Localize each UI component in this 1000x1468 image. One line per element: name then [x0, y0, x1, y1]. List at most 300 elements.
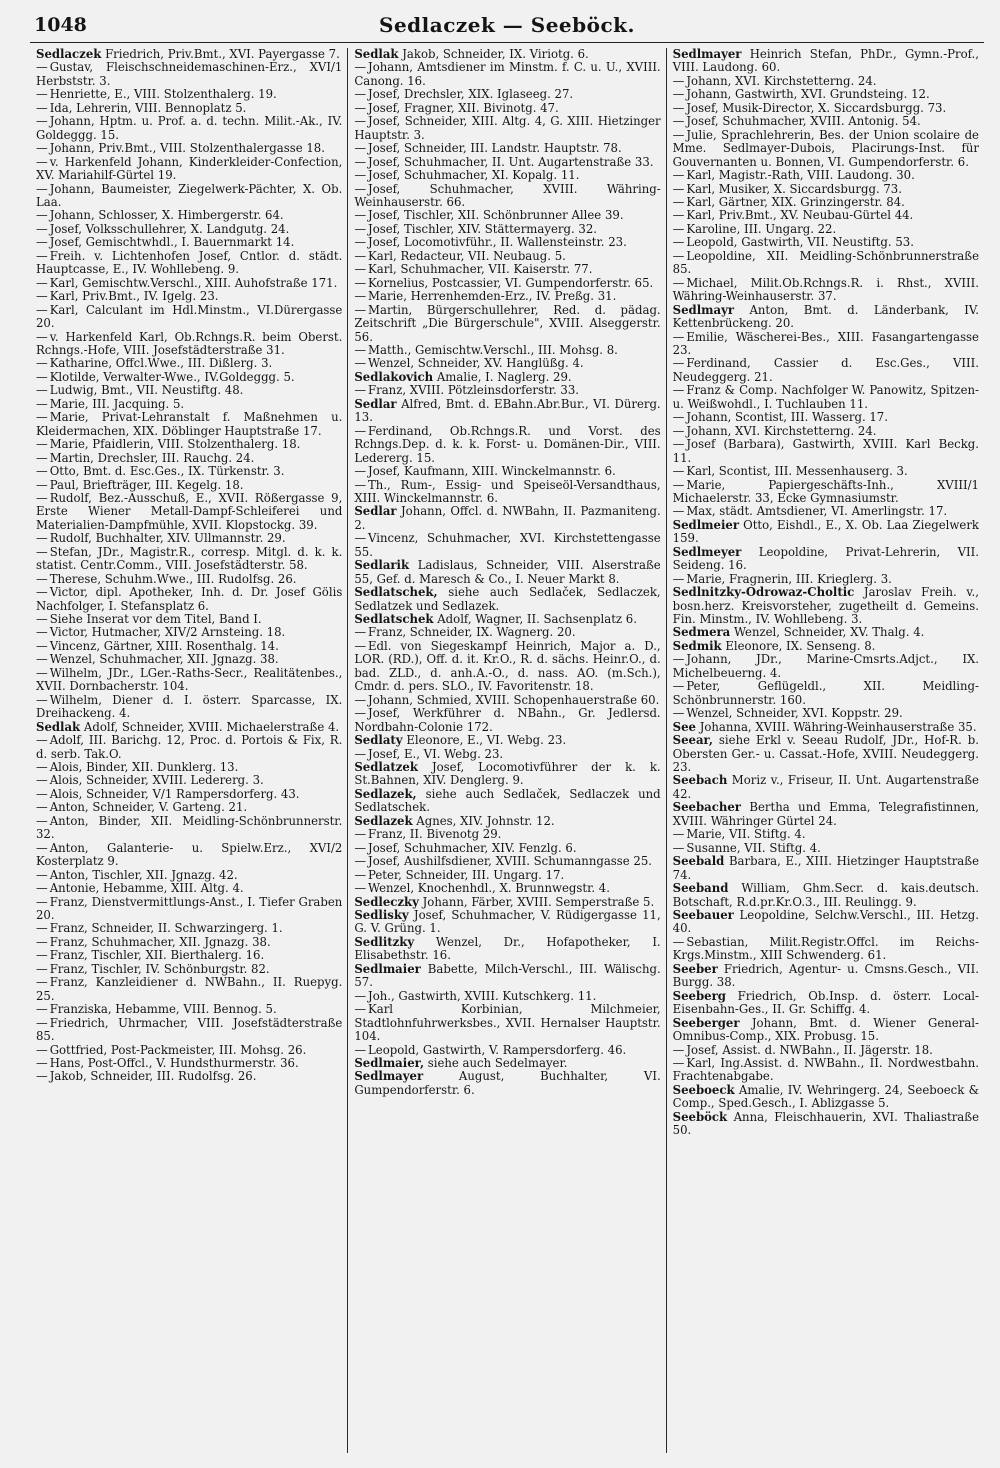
- continuation-dash: —: [672, 1055, 685, 1070]
- directory-entry: [354, 734, 660, 747]
- continuation-dash: —: [36, 813, 48, 828]
- entry-details: Leopoldine, Privat-Lehrerin, VII. Seideng. 16.: [672, 544, 979, 573]
- entry-details: Josef, Schneider, XIII. Altg. 4, G. XIII. Hietzinger Hauptstr. 3.: [354, 114, 661, 142]
- entry-details: Karl, Ing.Assist. d. NWBahn., II. Nordwestbahn. Frachtenabgabe.: [672, 1055, 979, 1084]
- entry-details: Johann, Schlosser, X. Himbergerstr. 64.: [49, 208, 284, 223]
- continuation-dash: —: [36, 975, 48, 990]
- directory-entry: [673, 963, 979, 990]
- directory-entry: [673, 331, 979, 358]
- continuation-dash: —: [672, 571, 685, 586]
- entry-details: Th., Rum-, Essig- und Speiseöl-Versandthaus, XIII. Winckelmannstr. 6.: [354, 477, 661, 505]
- directory-entry: [354, 169, 660, 182]
- directory-entry: [354, 357, 660, 370]
- directory-entry: [36, 411, 342, 438]
- directory-entry: [36, 721, 342, 734]
- entry-details: Leopold, Gastwirth, V. Rampersdorferg. 46.: [368, 1042, 627, 1057]
- continuation-dash: —: [36, 894, 48, 909]
- continuation-dash: —: [36, 60, 48, 75]
- continuation-dash: —: [672, 221, 685, 236]
- entry-details: Johann, JDr., Marine-Cmsrts.Adjct., IX. Michelbeuerng. 4.: [672, 652, 979, 680]
- entry-details: Marie, III. Jacquing. 5.: [49, 396, 185, 411]
- continuation-dash: —: [36, 1002, 48, 1017]
- directory-entry: [673, 357, 979, 384]
- entry-details: Max, städt. Amtsdiener, VI. Amerlingstr. 17.: [686, 504, 948, 519]
- continuation-dash: —: [672, 275, 685, 290]
- directory-entry: [36, 384, 342, 397]
- continuation-dash: —: [672, 356, 685, 371]
- directory-entry: [36, 788, 342, 801]
- entry-details: Wenzel, Dr., Hofapotheker, I. Elisabethstr. 16.: [354, 934, 661, 963]
- directory-entry: [673, 842, 979, 855]
- entry-details: Moriz v., Friseur, II. Unt. Augartenstraße 42.: [672, 773, 979, 801]
- directory-entry: [36, 223, 342, 236]
- entry-surname: Sedlarik: [354, 558, 410, 573]
- entry-details: Wenzel, Schneider, XVI. Koppstr. 29.: [686, 706, 903, 721]
- directory-entry: [36, 774, 342, 787]
- directory-entry: [354, 371, 660, 384]
- entry-details: Wenzel, Schneider, XV. Thalg. 4.: [733, 625, 925, 640]
- entry-surname: Sedlar: [354, 396, 397, 411]
- entry-details: Alois, Schneider, XVIII. Ledererg. 3.: [49, 773, 264, 788]
- entry-details: Sebastian, Milit.Registr.Offcl. im Reichs-Krgs.Minstm., XIII Schwenderg. 61.: [672, 934, 979, 963]
- directory-entry: [354, 61, 660, 88]
- entry-surname: Sedlmaier,: [354, 1055, 425, 1070]
- directory-entry: [673, 1044, 979, 1057]
- entry-details: Karl, Schuhmacher, VII. Kaiserstr. 77.: [368, 262, 593, 277]
- directory-entry: [673, 465, 979, 478]
- directory-entry: [354, 156, 660, 169]
- entry-details: siehe auch Sedelmayer.: [427, 1055, 568, 1070]
- entry-details: Emilie, Wäscherei-Bes., XIII. Fasangartengasse 23.: [672, 329, 979, 357]
- continuation-dash: —: [672, 127, 685, 142]
- continuation-dash: —: [36, 961, 48, 976]
- directory-entry: [354, 384, 660, 397]
- entry-surname: Sedlatschek: [354, 612, 434, 627]
- entry-details: Jakob, Schneider, IX. Viriotg. 6.: [402, 48, 589, 61]
- directory-entry: [673, 774, 979, 801]
- entry-surname: Seeböck: [672, 1109, 728, 1124]
- entry-details: Josef, Schuhmacher, V. Rüdigergasse 11, G. V. Grüng. 1.: [354, 908, 661, 936]
- directory-entry: [673, 304, 979, 331]
- entry-details: Josef, Schuhmacher, XVIII. Antonig. 54.: [686, 114, 921, 129]
- continuation-dash: —: [36, 1015, 48, 1030]
- entry-details: Karl, Calculant im Hdl.Minstm., VI.Dürergasse 20.: [36, 302, 343, 331]
- entry-details: Karl, Gärtner, XIX. Grinzingerstr. 84.: [686, 194, 905, 209]
- entry-details: Martin, Bürgerschullehrer, Red. d. pädag. Zeitschrift „Die Bürgerschule", XVIII. Alseggerstr. 56.: [354, 302, 661, 344]
- continuation-dash: —: [36, 571, 48, 586]
- entry-surname: Seeberger: [672, 1015, 740, 1030]
- entry-details: Josef, Schuhmacher, XVIII. Währing-Weinhauserstr. 66.: [354, 181, 661, 209]
- entry-details: Alois, Binder, XII. Dunklerg. 13.: [49, 760, 239, 775]
- directory-entry: [673, 626, 979, 639]
- entry-details: Babette, Milch-Verschl., III. Wälischg. 57.: [354, 961, 661, 990]
- entry-details: Anton, Schneider, V. Garteng. 21.: [49, 800, 248, 815]
- directory-entry: [673, 384, 979, 411]
- entry-details: Therese, Schuhm.Wwe., III. Rudolfsg. 26.: [49, 571, 297, 586]
- continuation-dash: —: [672, 504, 685, 519]
- continuation-dash: —: [36, 934, 48, 949]
- continuation-dash: —: [672, 423, 685, 438]
- directory-entry: [673, 990, 979, 1017]
- directory-entry: [36, 626, 342, 639]
- entry-surname: See: [672, 719, 696, 734]
- continuation-dash: —: [354, 531, 367, 546]
- entry-details: Alois, Schneider, V/1 Rampersdorferg. 43.: [49, 786, 300, 801]
- entry-details: Franz, Dienstvermittlungs-Anst., I. Tiefer Graben 20.: [36, 894, 343, 922]
- continuation-dash: —: [36, 612, 48, 627]
- entry-details: Victor, Hutmacher, XIV/2 Arnsteing. 18.: [49, 625, 286, 640]
- entry-details: Josef, Schuhmacher, II. Unt. Augartenstraße 33.: [368, 154, 654, 169]
- directory-entry: [36, 331, 342, 358]
- entry-details: Leopold, Gastwirth, VII. Neustiftg. 53.: [686, 235, 914, 250]
- directory-entry: [36, 398, 342, 411]
- entry-details: Franz, Schuhmacher, XII. Jgnazg. 38.: [49, 934, 271, 949]
- directory-entry: [354, 1044, 660, 1057]
- continuation-dash: —: [36, 531, 48, 546]
- entry-details: Josef, Locomotivführ., II. Wallensteinstr. 23.: [368, 235, 627, 250]
- directory-entry: [36, 290, 342, 303]
- directory-entry: [673, 223, 979, 236]
- continuation-dash: —: [36, 733, 48, 748]
- continuation-dash: —: [354, 423, 367, 438]
- entry-surname: Sedleczky: [354, 894, 419, 909]
- continuation-dash: —: [36, 208, 48, 223]
- entry-details: Otto, Eishdl., E., X. Ob. Laa Ziegelwerk 159.: [672, 517, 979, 546]
- columns: [30, 48, 984, 1453]
- directory-entry: [673, 734, 979, 774]
- directory-entry: [354, 882, 660, 895]
- entry-details: Antonie, Hebamme, XIII. Altg. 4.: [49, 881, 244, 896]
- directory-entry: [673, 129, 979, 169]
- entry-details: Karl, Gemischtw.Verschl., XIII. Auhofstraße 171.: [49, 275, 338, 290]
- directory-entry: [354, 748, 660, 761]
- continuation-dash: —: [672, 383, 685, 398]
- entry-details: Friedrich, Ob.Insp. d. österr. Local-Eisenbahn-Ges., II. Gr. Schiffg. 4.: [672, 988, 979, 1017]
- entry-details: Johann, Scontist, III. Wasserg. 17.: [686, 410, 888, 425]
- continuation-dash: —: [36, 410, 48, 425]
- continuation-dash: —: [36, 1055, 48, 1070]
- directory-entry: [673, 88, 979, 101]
- entry-details: Adolf, Wagner, II. Sachsenplatz 6.: [437, 612, 637, 627]
- entry-details: Josef, Gemischtwhdl., I. Bauernmarkt 14.: [49, 235, 295, 250]
- directory-entry: [673, 1057, 979, 1084]
- continuation-dash: —: [354, 1002, 367, 1017]
- continuation-dash: —: [672, 934, 685, 949]
- entry-details: Julie, Sprachlehrerin, Bes. der Union scolaire de Mme. Sedlmayer-Dubois, Placirungs-Inst. für Gouvernanten u. Bonnen, VI. Gumpendorferstr. 6.: [672, 127, 979, 169]
- column-left: [30, 48, 347, 1453]
- entry-details: Josef, Tischler, XIV. Stättermayerg. 32.: [368, 221, 597, 236]
- continuation-dash: —: [354, 302, 367, 317]
- directory-entry: [36, 304, 342, 331]
- entry-details: Edl. von Siegeskampf Heinrich, Major a. D., LOR. (RD.), Off. d. it. Kr.O., R. d. sächs. Heinr.O., d. bad. ZLD., d. anh.A.-O., d. nass. AO. (m.Sch.), Cmdr. d. pers. SLO., IV. Favoritenstr. 18.: [354, 638, 661, 694]
- entry-details: Friedrich, Uhrmacher, VIII. Josefstädterstraße 85.: [36, 1015, 343, 1044]
- entry-surname: Seebald: [672, 854, 725, 869]
- entry-details: Peter, Schneider, III. Ungarg. 17.: [368, 867, 565, 882]
- entry-details: Eleonore, E., VI. Webg. 23.: [406, 733, 567, 748]
- directory-entry: [36, 1003, 342, 1016]
- continuation-dash: —: [672, 652, 685, 667]
- continuation-dash: —: [36, 921, 48, 936]
- entry-details: Johann, Bmt. d. Wiener General-Omnibus-Comp., XIX. Probusg. 15.: [672, 1015, 979, 1044]
- entry-details: Josef, Schuhmacher, XIV. Fenzlg. 6.: [368, 840, 577, 855]
- directory-entry: [673, 277, 979, 304]
- entry-surname: Sedlnitzky-Odrowaz-Choltic: [672, 585, 855, 600]
- continuation-dash: —: [354, 221, 367, 236]
- directory-entry: [673, 438, 979, 465]
- entry-details: Bertha und Emma, Telegrafistinnen, XVIII. Währinger Gürtel 24.: [672, 800, 979, 828]
- entry-details: Josef (Barbara), Gastwirth, XVIII. Karl Beckg. 11.: [672, 437, 979, 465]
- entry-details: Franz, Tischler, IV. Schönburgstr. 82.: [49, 961, 270, 976]
- entry-details: Adolf, Schneider, XVIII. Michaelerstraße 4.: [83, 719, 340, 734]
- entry-details: Ferdinand, Cassier d. Esc.Ges., VIII. Neudeggerg. 21.: [672, 356, 979, 384]
- directory-entry: [354, 183, 660, 210]
- entry-details: Johann, Schmied, XVIII. Schopenhauerstraße 60.: [368, 692, 660, 707]
- column-middle: [347, 48, 665, 1453]
- continuation-dash: —: [36, 450, 48, 465]
- directory-entry: [36, 492, 342, 532]
- continuation-dash: —: [36, 100, 48, 115]
- directory-entry: [673, 909, 979, 936]
- entry-details: Karl Korbinian, Milchmeier, Stadtlohnfuhrwerksbes., XVII. Hernalser Hauptstr. 104.: [354, 1002, 661, 1044]
- entry-details: Franz, Schneider, II. Schwarzingerg. 1.: [49, 921, 283, 936]
- entry-surname: Sedlakovich: [354, 369, 434, 384]
- column-right: [666, 48, 984, 1453]
- directory-entry: [354, 613, 660, 626]
- entry-details: Rudolf, Buchhalter, XIV. Ullmannstr. 29.: [49, 531, 286, 546]
- entry-details: Stefan, JDr., Magistr.R., corresp. Mitgl. d. k. k. statist. Centr.Comm., VIII. Josefstädterstr. 58.: [36, 544, 343, 573]
- directory-entry: [354, 223, 660, 236]
- entry-surname: Seeboeck: [672, 1082, 735, 1097]
- continuation-dash: —: [354, 248, 367, 263]
- entry-surname: Sedlmayer: [672, 48, 742, 61]
- entry-details: Gustav, Fleischschneidemaschinen-Erz., XVI/1 Herbststr. 3.: [36, 60, 343, 88]
- entry-details: Agnes, XIV. Johnstr. 12.: [416, 813, 555, 828]
- continuation-dash: —: [36, 625, 48, 640]
- entry-details: Matth., Gemischtw.Verschl., III. Mohsg. 8.: [368, 342, 618, 357]
- entry-details: Eleonore, IX. Senseng. 8.: [725, 638, 876, 653]
- directory-entry: [673, 680, 979, 707]
- entry-details: Anton, Binder, XII. Meidling-Schönbrunnerstr. 32.: [36, 813, 343, 842]
- directory-entry: [36, 357, 342, 370]
- entry-details: Josef, Schuhmacher, XI. Kopalg. 11.: [368, 168, 580, 183]
- entry-details: Karl, Scontist, III. Messenhauserg. 3.: [686, 464, 908, 479]
- entry-surname: Sedlmaier: [354, 961, 421, 976]
- directory-entry: [673, 721, 979, 734]
- directory-entry: [36, 48, 342, 61]
- directory-entry: [354, 209, 660, 222]
- directory-entry: [36, 640, 342, 653]
- continuation-dash: —: [354, 168, 367, 183]
- continuation-dash: —: [36, 773, 48, 788]
- directory-entry: [354, 909, 660, 936]
- directory-entry: [36, 761, 342, 774]
- entry-details: Gottfried, Post-Packmeister, III. Mohsg. 26.: [49, 1042, 307, 1057]
- directory-entry: [36, 963, 342, 976]
- entry-details: Josef, Aushilfsdiener, XVIII. Schumanngasse 25.: [368, 854, 653, 869]
- entry-details: Franz, XVIII. Pötzleinsdorferstr. 33.: [368, 383, 579, 398]
- entry-details: Johanna, XVIII. Währing-Weinhauserstraße 35.: [699, 719, 977, 734]
- directory-entry: [36, 250, 342, 277]
- directory-entry: [673, 425, 979, 438]
- continuation-dash: —: [672, 477, 685, 492]
- entry-details: Anton, Tischler, XII. Jgnazg. 42.: [49, 867, 238, 882]
- directory-entry: [354, 707, 660, 734]
- directory-entry: [673, 855, 979, 882]
- entry-details: Anton, Bmt. d. Länderbank, IV. Kettenbrückeng. 20.: [672, 302, 979, 331]
- directory-entry: [354, 1057, 660, 1070]
- directory-entry: [354, 869, 660, 882]
- entry-details: Franz, Tischler, XII. Bierthalerg. 16.: [49, 948, 265, 963]
- entry-surname: Sedlazek,: [354, 786, 417, 801]
- directory-entry: [354, 586, 660, 613]
- continuation-dash: —: [672, 114, 685, 129]
- continuation-dash: —: [672, 248, 685, 263]
- entry-details: Ferdinand, Ob.Rchngs.R. und Vorst. des Rchngs.Dep. d. k. k. Forst- u. Domänen-Dir., VIII. Ledererg. 15.: [354, 423, 661, 465]
- entry-details: Johann, Hptm. u. Prof. a. d. techn. Milit.-Ak., IV. Goldeggg. 15.: [36, 114, 343, 142]
- directory-entry: [354, 344, 660, 357]
- entry-surname: Sedlak: [36, 719, 81, 734]
- continuation-dash: —: [36, 585, 48, 600]
- directory-entry: [36, 102, 342, 115]
- entry-details: Anna, Fleischhauerin, XVI. Thaliastraße 50.: [672, 1109, 979, 1138]
- directory-entry: [673, 936, 979, 963]
- entry-details: Johann, Amtsdiener im Minstm. f. C. u. U., XVIII. Canong. 16.: [354, 60, 661, 88]
- entry-details: Josef, Fragner, XII. Bivinotg. 47.: [368, 100, 559, 115]
- entry-details: Josef, Volksschullehrer, X. Landgutg. 24.: [49, 221, 290, 236]
- entry-surname: Sedlaty: [354, 733, 403, 748]
- continuation-dash: —: [36, 383, 48, 398]
- directory-entry: [673, 75, 979, 88]
- continuation-dash: —: [672, 194, 685, 209]
- entry-details: Marie, Papiergeschäfts-Inh., XVIII/1 Michaelerstr. 33, Ecke Gymnasiumstr.: [672, 477, 979, 505]
- entry-details: Josef, Locomotivführer der k. k. St.Bahnen, XIV. Denglerg. 9.: [354, 760, 661, 788]
- entry-details: Karl, Priv.Bmt., IV. Igelg. 23.: [49, 289, 219, 304]
- directory-entry: [354, 88, 660, 101]
- entry-details: Ladislaus, Schneider, VIII. Alserstraße 55, Gef. d. Maresch & Co., I. Neuer Markt 8.: [354, 558, 661, 586]
- continuation-dash: —: [36, 154, 48, 169]
- directory-entry: [36, 277, 342, 290]
- directory-entry: [354, 505, 660, 532]
- continuation-dash: —: [672, 181, 685, 196]
- entry-details: v. Harkenfeld Karl, Ob.Rchngs.R. beim Oberst. Rchngs.-Hofe, VIII. Josefstädterstraße 31.: [36, 329, 343, 357]
- directory-entry: [673, 1111, 979, 1138]
- entry-details: Kornelius, Postcassier, VI. Gumpendorferstr. 65.: [368, 275, 654, 290]
- directory-entry: [354, 236, 660, 249]
- directory-entry: [354, 855, 660, 868]
- entry-surname: Sedlisky: [354, 908, 409, 922]
- continuation-dash: —: [672, 87, 685, 102]
- directory-entry: [354, 102, 660, 115]
- entry-details: Joh., Gastwirth, XVIII. Kutschkerg. 11.: [368, 988, 597, 1003]
- directory-entry: [36, 371, 342, 384]
- entry-surname: Sedlar: [354, 504, 397, 519]
- entry-details: Friedrich, Agentur- u. Cmsns.Gesch., VII. Burgg. 38.: [672, 961, 979, 990]
- continuation-dash: —: [36, 1069, 48, 1084]
- directory-entry: [673, 1017, 979, 1044]
- entry-details: Marie, VII. Stiftg. 4.: [686, 827, 806, 842]
- continuation-dash: —: [354, 746, 367, 761]
- directory-entry: [354, 815, 660, 828]
- entry-details: siehe auch Sedlaček, Sedlaczek, Sedlatzek und Sedlazek.: [354, 585, 661, 613]
- entry-surname: Seear,: [672, 733, 713, 748]
- entry-details: Franziska, Hebamme, VIII. Bennog. 5.: [49, 1002, 277, 1017]
- entry-details: Michael, Milit.Ob.Rchngs.R. i. Rhst., XVIII. Währing-Weinhauserstr. 37.: [672, 275, 979, 304]
- directory-entry: [673, 573, 979, 586]
- entry-details: Klotilde, Verwalter-Wwe., IV.Goldeggg. 5.: [49, 369, 295, 384]
- continuation-dash: —: [354, 262, 367, 277]
- entry-details: siehe Erkl v. Seeau Rudolf, JDr., Hof-R. b. Obersten Ger.- u. Cassat.-Hofe, XVIII. Neudeggerg. 23.: [672, 733, 979, 775]
- directory-entry: [354, 532, 660, 559]
- entry-details: Josef, Drechsler, XIX. Iglaseeg. 27.: [368, 87, 574, 102]
- continuation-dash: —: [36, 490, 48, 505]
- directory-entry: [673, 183, 979, 196]
- directory-entry: [354, 963, 660, 990]
- entry-details: Franz, Kanzleidiener d. NWBahn., II. Ruepyg. 25.: [36, 975, 343, 1003]
- entry-details: August, Buchhalter, VI. Gumpendorferstr. 6.: [354, 1069, 661, 1097]
- entry-details: Johann, Gastwirth, XVI. Grundsteing. 12.: [686, 87, 930, 102]
- directory-entry: [354, 250, 660, 263]
- entry-details: Jakob, Schneider, III. Rudolfsg. 26.: [49, 1069, 257, 1084]
- continuation-dash: —: [36, 329, 48, 344]
- directory-entry: [354, 694, 660, 707]
- directory-entry: [354, 990, 660, 1003]
- directory-entry: [36, 573, 342, 586]
- entry-details: Vincenz, Schuhmacher, XVI. Kirchstettengasse 55.: [354, 531, 661, 559]
- entry-details: Siehe Inserat vor dem Titel, Band I.: [49, 612, 262, 627]
- directory-entry: [354, 465, 660, 478]
- directory-entry: [354, 640, 660, 694]
- entry-surname: Sedlaczek: [36, 48, 102, 61]
- continuation-dash: —: [354, 235, 367, 250]
- continuation-dash: —: [672, 1042, 685, 1057]
- entry-details: Johann, Baumeister, Ziegelwerk-Pächter, X. Ob. Laa.: [36, 181, 343, 209]
- directory-entry: [354, 479, 660, 506]
- directory-entry: [354, 425, 660, 465]
- continuation-dash: —: [36, 396, 48, 411]
- directory-entry: [36, 734, 342, 761]
- continuation-dash: —: [36, 141, 48, 156]
- entry-surname: Sedlmeyer: [672, 544, 742, 559]
- page-header: [30, 12, 984, 43]
- directory-entry: [36, 896, 342, 923]
- directory-entry: [36, 694, 342, 721]
- entry-details: Friedrich, Priv.Bmt., XVI. Payergasse 7.: [105, 48, 340, 61]
- continuation-dash: —: [354, 638, 367, 653]
- entry-details: Susanne, VII. Stiftg. 4.: [686, 840, 821, 855]
- directory-entry: [36, 465, 342, 478]
- continuation-dash: —: [354, 356, 367, 371]
- directory-entry: [673, 828, 979, 841]
- entry-details: Franz, Schneider, IX. Wagnerg. 20.: [368, 625, 576, 640]
- entry-details: Amalie, I. Naglerg. 29.: [436, 369, 572, 384]
- directory-entry: [673, 1084, 979, 1111]
- entry-surname: Sedlmayr: [672, 302, 735, 317]
- entry-details: Karl, Musiker, X. Siccardsburgg. 73.: [686, 181, 902, 196]
- entry-details: Marie, Pfaidlerin, VIII. Stolzenthalerg. 18.: [49, 437, 301, 452]
- entry-details: Wilhelm, JDr., LGer.-Raths-Secr., Realitätenbes., XVII. Dornbacherstr. 104.: [36, 665, 343, 694]
- continuation-dash: —: [36, 692, 48, 707]
- continuation-dash: —: [36, 948, 48, 963]
- entry-surname: Seeber: [672, 961, 718, 976]
- continuation-dash: —: [354, 464, 367, 479]
- directory-entry: [36, 1044, 342, 1057]
- entry-details: Josef, Werkführer d. NBahn., Gr. Jedlersd. Nordbahn-Colonie 172.: [354, 706, 661, 734]
- directory-entry: [673, 479, 979, 506]
- directory-entry: [354, 936, 660, 963]
- continuation-dash: —: [354, 625, 367, 640]
- entry-surname: Seeband: [672, 881, 729, 896]
- continuation-dash: —: [36, 665, 48, 680]
